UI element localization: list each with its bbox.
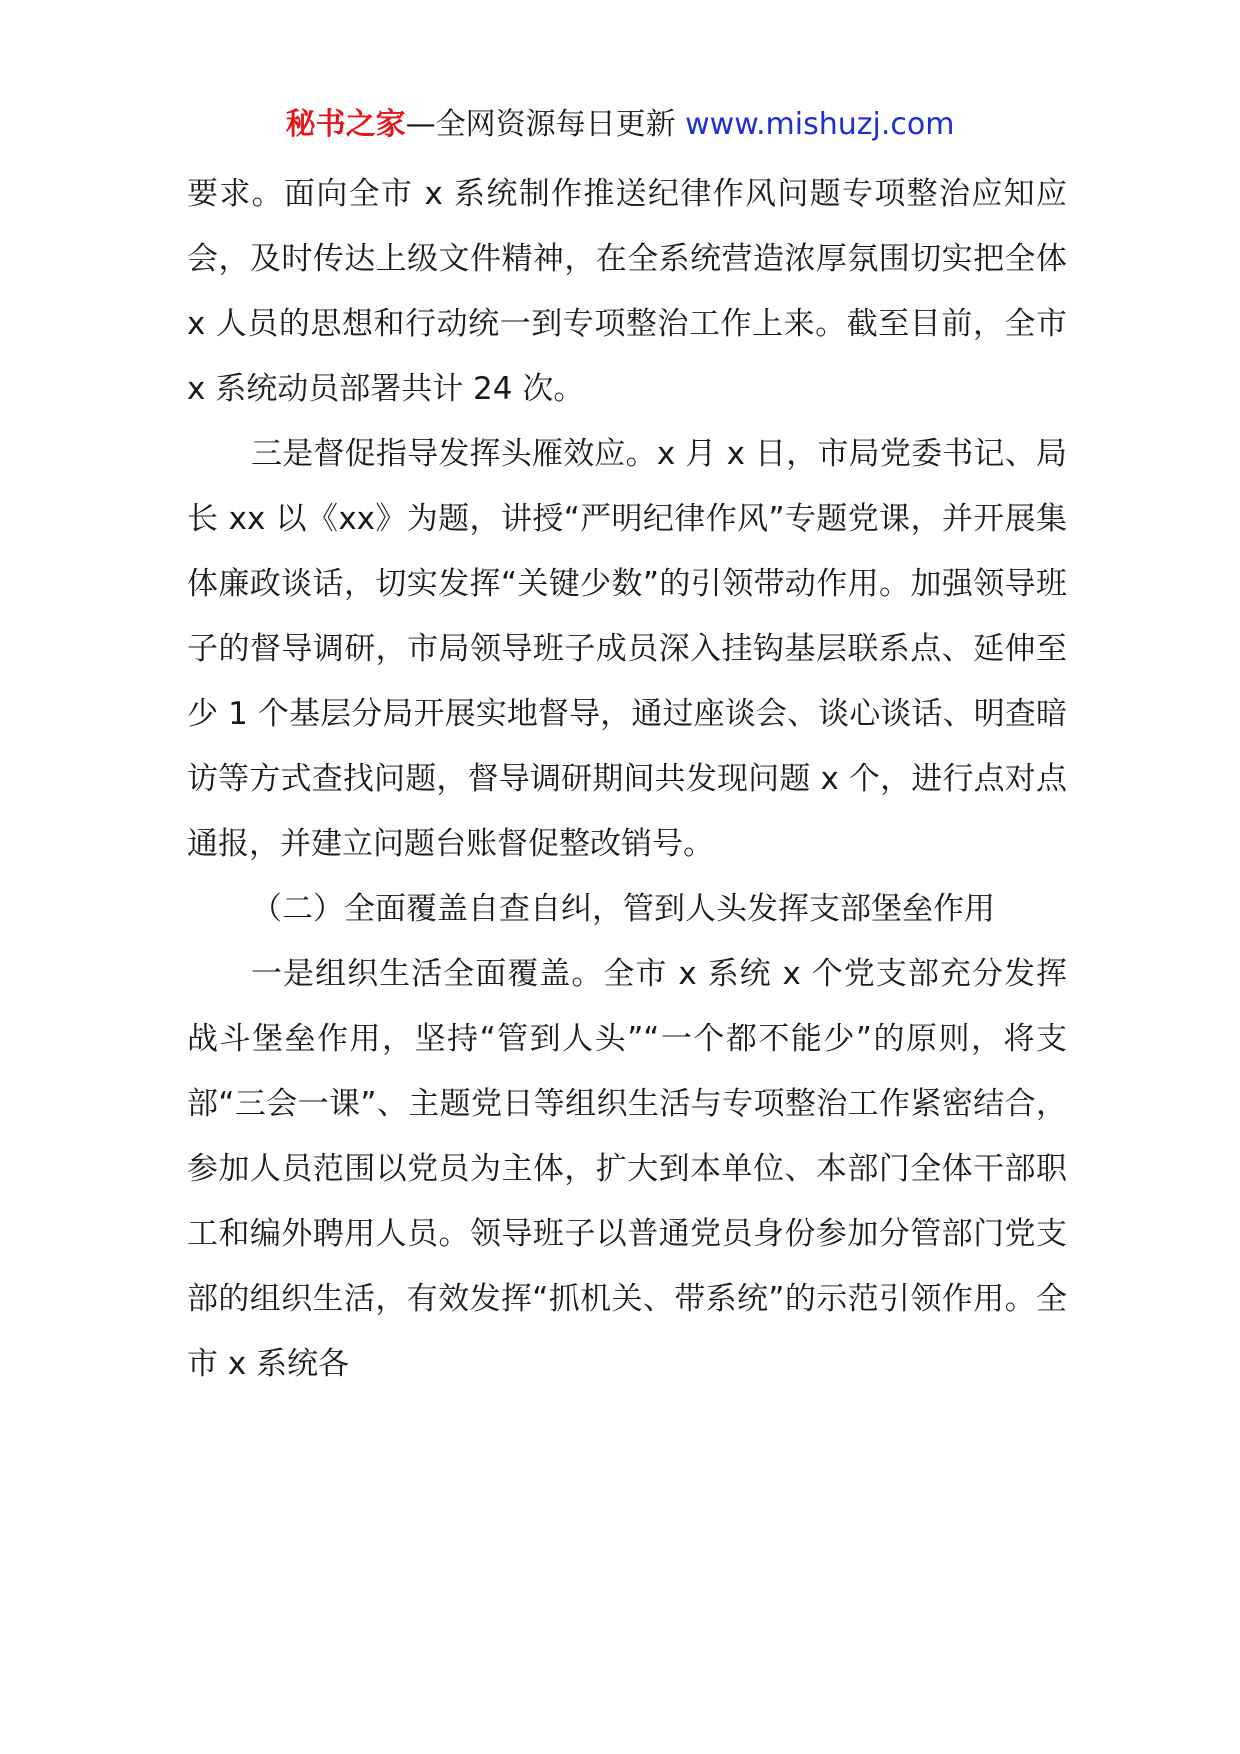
paragraph-3: 一是组织生活全面覆盖。全市 x 系统 x 个党支部充分发挥战斗堡垒作用，坚持“管到人头”“一个都不能少”的原则，将支部“三会一课”、主题党日等组织生活与专项整治工作紧密结合，参加人员范围以党员为主体，扩大到本单位、本部门全体干部职工和编外聘用人员。领导班子以普通党员身份参加分管部门党支部的组织生活，有效发挥“抓机关、带系统”的示范引领作用。全市 x 系统各 (187, 956, 1067, 1382)
site-header (0, 100, 1240, 150)
site-brand: 秘书之家 (285, 107, 406, 142)
document-body (187, 162, 1067, 1397)
section-heading-2: （二）全面覆盖自查自纠，管到人头发挥支部堡垒作用 (251, 891, 995, 927)
site-tagline: —全网资源每日更新 (405, 107, 676, 142)
paragraph-2: 三是督促指导发挥头雁效应。x 月 x 日，市局党委书记、局长 xx 以《xx》为题，讲授“严明纪律作风”专题党课，并开展集体廉政谈话，切实发挥“关键少数”的引领带动作用。加强领导班子的督导调研，市局领导班子成员深入挂钩基层联系点、延伸至少 1 个基层分局开展实地督导，通过座谈会、谈心谈话、明查暗访等方式查找问题，督导调研期间共发现问题 x 个，进行点对点通报，并建立问题台账督促整改销号。 (187, 436, 1067, 862)
site-url-link[interactable]: www.mishuzj.com (685, 107, 955, 142)
paragraph-1: 要求。面向全市 x 系统制作推送纪律作风问题专项整治应知应会，及时传达上级文件精神，在全系统营造浓厚氛围切实把全体 x 人员的思想和行动统一到专项整治工作上来。截至目前，全市 x 系统动员部署共计 24 次。 (187, 176, 1067, 407)
